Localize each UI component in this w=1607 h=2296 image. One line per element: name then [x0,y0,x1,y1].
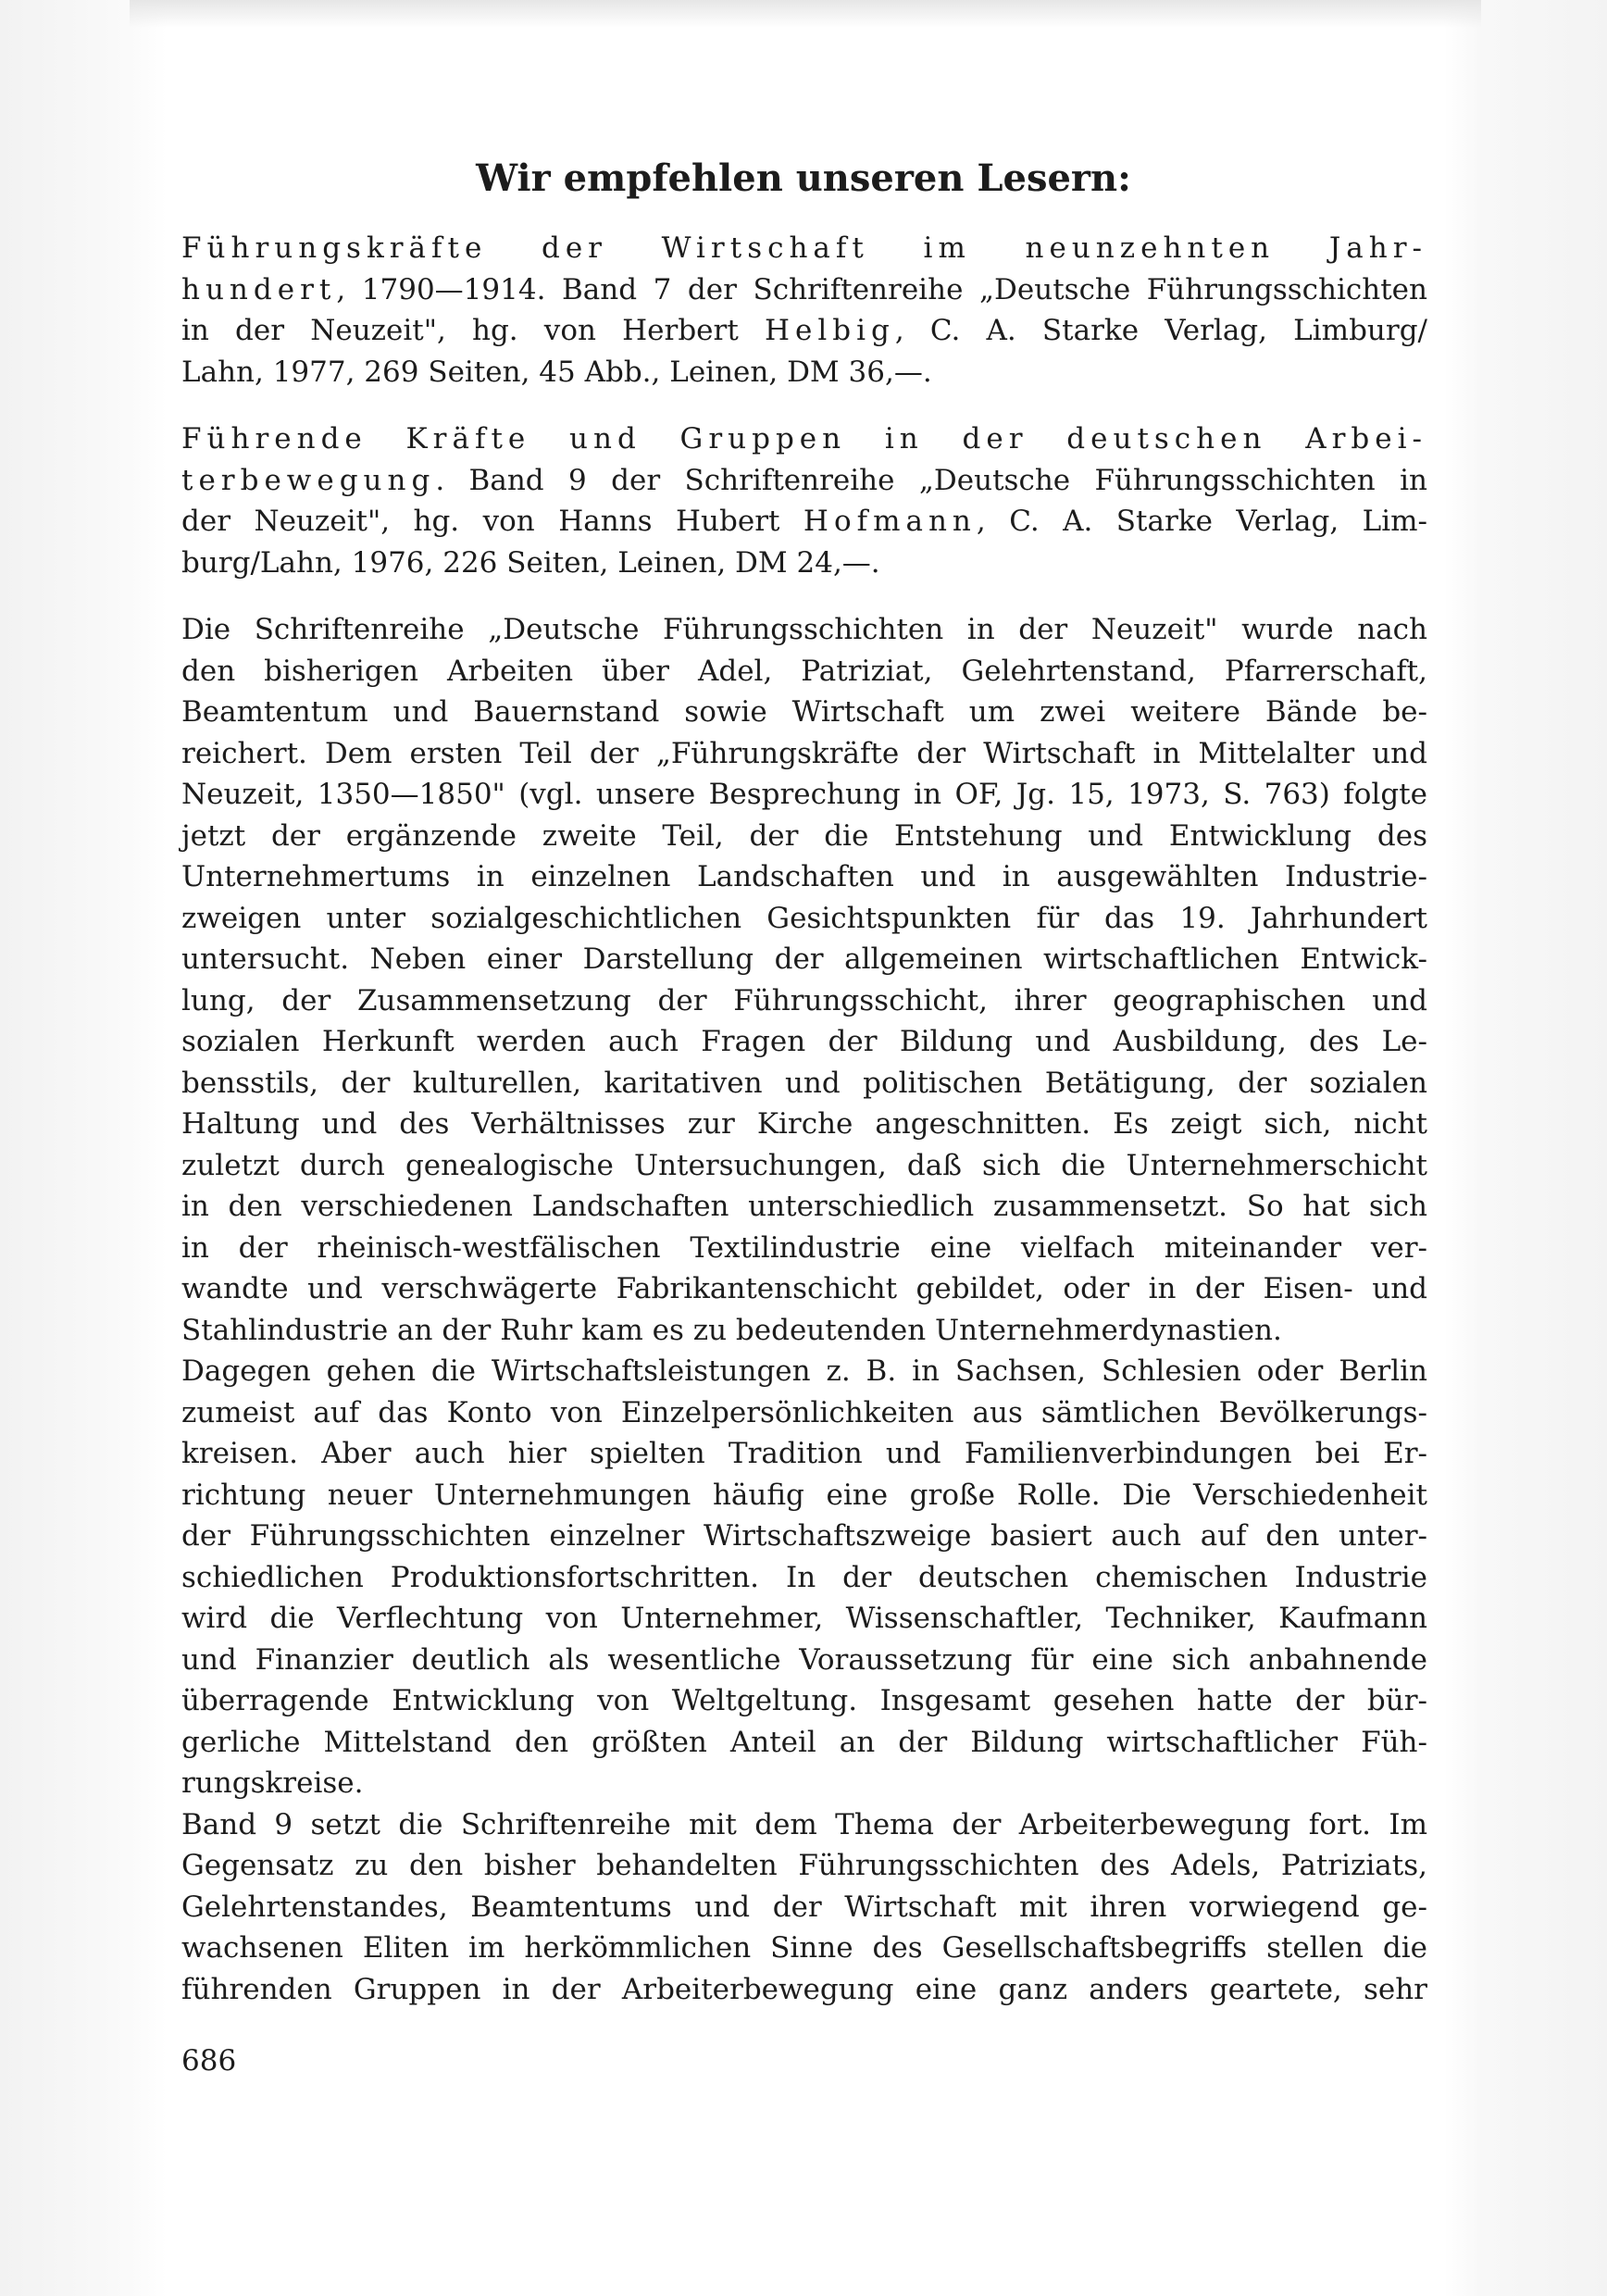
review-line: Gegensatz zu den bisher behandelten Führungsschichten des Adels, Patriziats, [181,1849,1427,1882]
review-line: in der rheinisch-westfälischen Textilindustrie eine vielfach miteinander ver- [181,1230,1427,1265]
entry-2-line-4: burg/Lahn, 1976, 226 Seiten, Leinen, DM 24,—. [181,545,880,580]
review-line: Stahlindustrie an der Ruhr kam es zu bedeutenden Unternehmerdynastien. [181,1313,1282,1347]
entry-1-line-4: Lahn, 1977, 269 Seiten, 45 Abb., Leinen, DM 36,—. [181,355,932,389]
review-line: führenden Gruppen in der Arbeiterbewegung eine ganz anders geartete, sehr [181,1972,1427,2006]
page-title: Wir empfehlen unseren Lesern: [476,156,1131,200]
page-number: 686 [181,2044,237,2078]
entry-1-editor-prefix: in der Neuzeit", hg. von Herbert [181,314,765,347]
review-line: den bisherigen Arbeiten über Adel, Patriziat, Gelehrtenstand, Pfarrerschaft, [181,654,1427,688]
review-line: kreisen. Aber auch hier spielten Tradition und Familienverbindungen bei Er- [181,1437,1427,1470]
review-line: wird die Verflechtung von Unternehmer, Wissenschaftler, Techniker, Kaufmann [181,1602,1427,1635]
entry-1-line-1: Führungskräfte der Wirtschaft im neunzehnten Jahr- [181,231,1427,265]
review-line: zweigen unter sozialgeschichtlichen Gesichtspunkten für das 19. Jahrhundert [181,901,1427,935]
entry-1-series: , 1790—1914. Band 7 der Schriftenreihe „Deutsche Führungsschichten [336,272,1427,306]
book-entry-1 [181,228,1427,393]
review-text [181,609,1427,2010]
review-line: zuletzt durch genealogische Untersuchungen, daß sich die Unternehmerschicht [181,1148,1427,1182]
review-line: und Finanzier deutlich als wesentliche Voraussetzung für eine sich anbahnende [181,1642,1427,1677]
review-line: wachsenen Eliten im herkömmlichen Sinne des Gesellschaftsbegriffs stellen die [181,1931,1427,1965]
review-line: Neuzeit, 1350—1850" (vgl. unsere Besprechung in OF, Jg. 15, 1973, S. 763) folgte [181,778,1427,811]
entry-1-title-end: hundert [181,272,337,306]
review-line: der Führungsschichten einzelner Wirtschaftszweige basiert auch auf den unter- [181,1519,1427,1553]
entry-1-line-2 [181,269,1427,311]
review-line: rungskreise. [181,1766,364,1800]
review-line: Beamtentum und Bauernstand sowie Wirtschaft um zwei weitere Bände be- [181,695,1427,729]
review-line: wandte und verschwägerte Fabrikantenschicht gebildet, oder in der Eisen- und [181,1272,1427,1305]
review-line: reichert. Dem ersten Teil der „Führungskräfte der Wirtschaft in Mittelalter und [181,736,1427,770]
scan-edge-shadow [130,0,1481,28]
review-line: untersucht. Neben einer Darstellung der allgemeinen wirtschaftlichen Entwick- [181,942,1427,976]
review-line: Gelehrtenstandes, Beamtentums und der Wirtschaft mit ihren vorwiegend ge- [181,1890,1427,1924]
review-line: Unternehmertums in einzelnen Landschaften und in ausgewählten Industrie- [181,860,1427,893]
entry-2-line-2 [181,460,1427,502]
entry-2-line-1: Führende Kräfte und Gruppen in der deutschen Arbei- [181,422,1427,455]
entry-1-editor-surname: Helbig [764,314,895,347]
review-line: in den verschiedenen Landschaften unterschiedlich zusammensetzt. So hat sich [181,1190,1427,1223]
review-line: Die Schriftenreihe „Deutsche Führungsschichten in der Neuzeit" wurde nach [181,613,1427,646]
review-line: Band 9 setzt die Schriftenreihe mit dem Thema der Arbeiterbewegung fort. Im [181,1807,1427,1841]
entry-1-publisher: , C. A. Starke Verlag, Limburg/ [894,314,1427,347]
review-line: Dagegen gehen die Wirtschaftsleistungen z. B. in Sachsen, Schlesien oder Berlin [181,1354,1427,1388]
entry-2-series: . Band 9 der Schriftenreihe „Deutsche Führungsschichten in [435,463,1427,497]
review-line: Haltung und des Verhältnisses zur Kirche angeschnitten. Es zeigt sich, nicht [181,1107,1427,1141]
review-line: schiedlichen Produktionsfortschritten. In der deutschen chemischen Industrie [181,1560,1427,1594]
review-line: bensstils, der kulturellen, karitativen und politischen Betätigung, der sozialen [181,1066,1427,1100]
entry-2-editor-surname: Hofmann [803,505,977,538]
review-line: zumeist auf das Konto von Einzelpersönlichkeiten aus sämtlichen Bevölkerungs- [181,1395,1427,1429]
review-line: sozialen Herkunft werden auch Fragen der Bildung und Ausbildung, des Le- [181,1025,1427,1058]
review-line: gerliche Mittelstand den größten Anteil an der Bildung wirtschaftlicher Füh- [181,1725,1427,1759]
review-line: richtung neuer Unternehmungen häufig eine große Rolle. Die Verschiedenheit [181,1478,1427,1512]
entry-1-line-3 [181,310,1427,352]
entry-2-title-end: terbewegung [181,463,436,497]
entry-2-editor-prefix: der Neuzeit", hg. von Hanns Hubert [181,505,804,538]
entry-2-line-3 [181,501,1427,543]
review-line: jetzt der ergänzende zweite Teil, der die Entstehung und Entwicklung des [181,818,1427,853]
book-entry-2 [181,418,1427,583]
entry-2-publisher: , C. A. Starke Verlag, Lim- [976,505,1427,538]
review-line: lung, der Zusammensetzung der Führungsschicht, ihrer geographischen und [181,983,1427,1017]
review-line: überragende Entwicklung von Weltgeltung. Insgesamt gesehen hatte der bür- [181,1684,1427,1717]
